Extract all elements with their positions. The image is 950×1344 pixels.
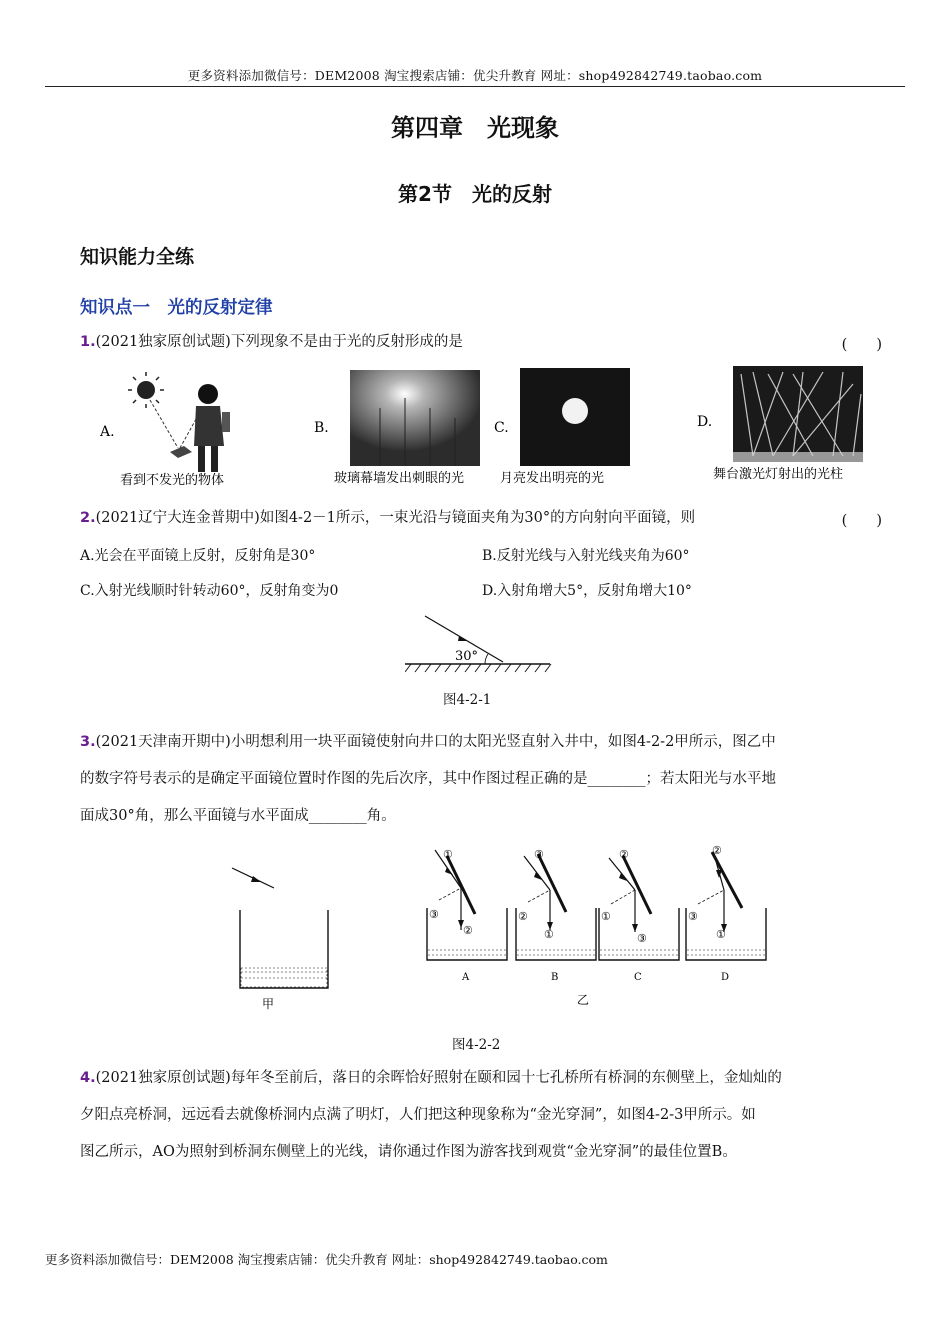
option-letter: B.: [314, 420, 329, 436]
moon-icon: [562, 398, 588, 424]
svg-text:②: ②: [619, 848, 629, 861]
question-text: (2021辽宁大连金普期中)如图4-2－1所示，一束光沿与镜面夹角为30°的方向射向平面镜，则: [95, 510, 696, 526]
option-letter: A.: [100, 424, 115, 440]
question-line: 图乙所示，AO为照射到桥洞东侧壁上的光线，请你通过作图为游客找到观赏“金光穿洞”的最佳位置B。: [80, 1144, 737, 1160]
svg-text:①: ①: [443, 848, 453, 861]
question-line: 夕阳点亮桥洞，远远看去就像桥洞内点满了明灯，人们把这种现象称为“金光穿洞”，如图4-2-3甲所示。如: [80, 1107, 756, 1123]
question-number: 1.: [80, 334, 96, 350]
question-line: (2021独家原创试题)每年冬至前后，落日的余晖恰好照射在颐和园十七孔桥所有桥洞的东侧壁上，金灿灿的: [95, 1070, 782, 1086]
figure-4-2-2: [220, 838, 780, 1010]
figure-label-jia: 甲: [262, 997, 275, 1010]
svg-text:①: ①: [716, 928, 726, 941]
page-header: 更多资料添加微信号：DEM2008 淘宝搜索店铺：优尖升教育 网址：shop492842749.taobao.com: [187, 68, 763, 83]
option-a: A.光会在平面镜上反射，反射角是30°: [80, 548, 316, 564]
chapter-title: 第四章 光现象: [391, 114, 559, 142]
page-footer: 更多资料添加微信号：DEM2008 淘宝搜索店铺：优尖升教育 网址：shop492842749.taobao.com: [45, 1252, 608, 1267]
option-caption: 月亮发出明亮的光: [500, 471, 605, 486]
panel-a: [427, 848, 507, 983]
arrow-icon: [251, 876, 261, 882]
panel-c: [599, 848, 679, 983]
svg-text:③: ③: [429, 908, 439, 921]
option-caption: 看到不发光的物体: [120, 473, 225, 488]
answer-paren: ( ): [841, 513, 882, 529]
option-b: B.反射光线与入射光线夹角为60°: [482, 548, 690, 564]
panel-label: D: [721, 972, 730, 983]
svg-text:③: ③: [688, 910, 698, 923]
option-c: C.入射光线顺时针转动60°，反射角变为0: [80, 583, 339, 599]
question-line: 的数字符号表示的是确定平面镜位置时作图的先后次序，其中作图过程正确的是________；若太阳光与水平地: [80, 771, 776, 787]
figure-caption: 图4-2-1: [443, 692, 492, 708]
option-d: D.入射角增大5°，反射角增大10°: [482, 583, 692, 599]
option-letter: C.: [494, 420, 509, 436]
option-c-image: [490, 366, 640, 490]
panel-b: [516, 848, 596, 983]
question-1: [80, 324, 463, 361]
panel-label: B: [551, 972, 559, 983]
question-number: 3.: [80, 734, 96, 750]
svg-text:②: ②: [712, 844, 722, 857]
option-letter: D.: [697, 414, 713, 430]
option-a-image: [100, 372, 250, 490]
arrow-icon: [534, 872, 542, 880]
svg-text:①: ①: [601, 910, 611, 923]
angle-label: 30°: [455, 649, 479, 664]
svg-text:②: ②: [463, 924, 473, 937]
option-b-image: [310, 368, 490, 490]
option-caption: 玻璃幕墙发出刺眼的光: [334, 471, 465, 486]
question-2: [80, 500, 695, 537]
question-4: [80, 1060, 900, 1171]
question-number: 4.: [80, 1070, 96, 1086]
question-line: 面成30°角，那么平面镜与水平面成________角。: [80, 808, 396, 824]
svg-text:②: ②: [518, 910, 528, 923]
panel-d: [686, 844, 766, 983]
well-jia: [232, 868, 328, 1010]
option-caption: 舞台激光灯射出的光柱: [713, 467, 844, 482]
arrow-icon: [619, 873, 627, 881]
header-divider: [45, 86, 905, 87]
girl-figure: [194, 384, 230, 472]
panel-label: A: [462, 972, 470, 983]
option-d-image: [693, 364, 873, 490]
sun-icon: [128, 372, 164, 408]
question-text: (2021独家原创试题)下列现象不是由于光的反射形成的是: [95, 334, 463, 350]
section-title: 第2节 光的反射: [398, 182, 552, 206]
arrow-icon: [632, 924, 638, 932]
knowledge-point-title: 知识点一 光的反射定律: [80, 298, 273, 318]
figure-caption: 图4-2-2: [452, 1037, 501, 1053]
arrow-icon: [458, 636, 467, 641]
svg-text:③: ③: [637, 932, 647, 945]
answer-paren: ( ): [841, 337, 882, 353]
figure-4-2-1: [405, 612, 555, 674]
question-line: (2021天津南开期中)小明想利用一块平面镜使射向井口的太阳光竖直射入井中，如图4-2-2甲所示，图乙中: [95, 734, 776, 750]
part-title: 知识能力全练: [80, 246, 195, 268]
figure-label-yi: 乙: [577, 993, 590, 1007]
svg-text:③: ③: [534, 848, 544, 861]
svg-text:①: ①: [544, 928, 554, 941]
question-number: 2.: [80, 510, 96, 526]
question-3: [80, 724, 900, 835]
panel-label: C: [634, 972, 642, 983]
